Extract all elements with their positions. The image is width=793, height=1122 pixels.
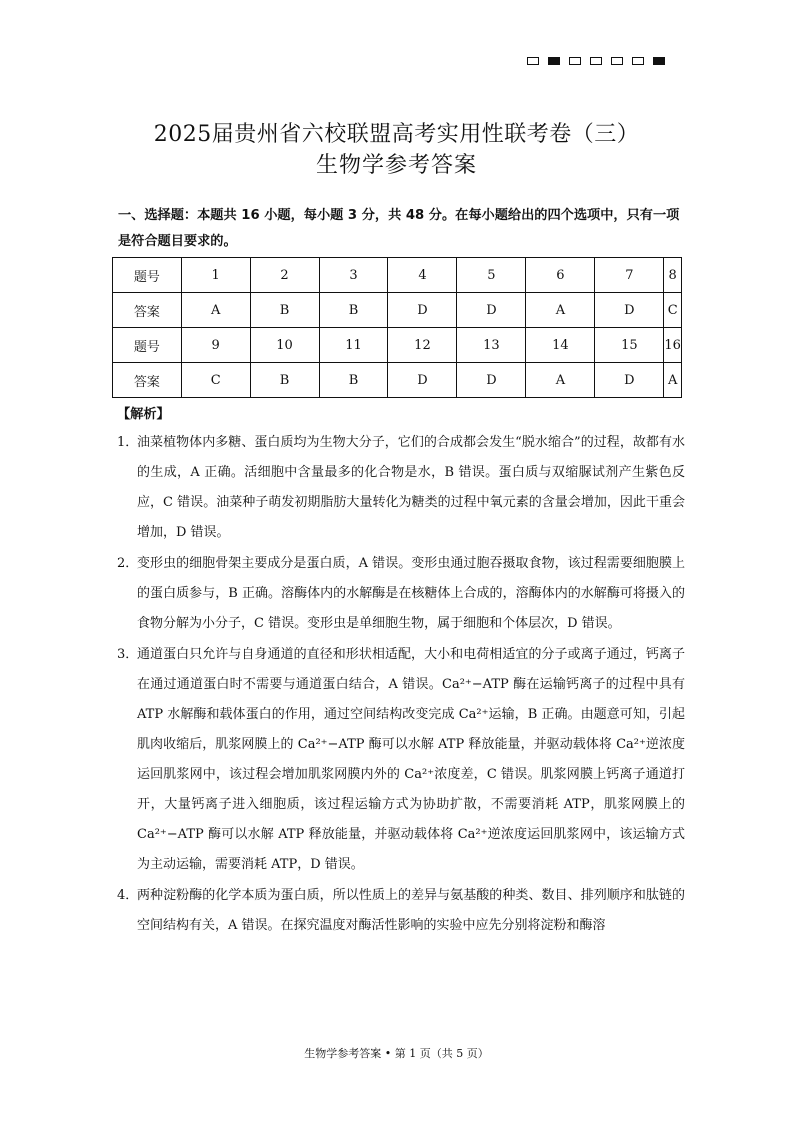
explanation-item	[117, 881, 685, 941]
mark-box	[569, 57, 581, 65]
table-cell: C	[664, 293, 682, 328]
table-cell: 16	[664, 328, 682, 363]
analysis-heading: 【解析】	[117, 407, 170, 422]
table-row	[113, 258, 682, 293]
mark-box	[590, 57, 602, 65]
table-cell: D	[595, 293, 664, 328]
row-label: 题号	[113, 328, 182, 363]
row-label: 答案	[113, 293, 182, 328]
item-number: 1．	[117, 435, 139, 450]
document-title: 2025届贵州省六校联盟高考实用性联考卷（三）	[153, 122, 640, 147]
table-cell: B	[250, 363, 319, 398]
row-label: 答案	[113, 363, 182, 398]
explanation-list	[117, 428, 685, 942]
table-cell: D	[457, 363, 526, 398]
header-marks	[527, 57, 665, 65]
page-footer: 生物学参考答案 • 第 1 页（共 5 页）	[304, 1047, 489, 1060]
table-cell: A	[526, 293, 595, 328]
item-number: 3．	[117, 647, 139, 662]
table-cell: B	[250, 293, 319, 328]
table-cell: 12	[388, 328, 457, 363]
item-text: 通道蛋白只允许与自身通道的直径和形状相适配，大小和电荷相适宜的分子或离子通过，钙离子在通过通道蛋白时不需要与通道蛋白结合，A 错误。Ca²⁺−ATP 酶在运输钙离子的过程中具有 ATP 水解酶和载体蛋白的作用，通过空间结构改变完成 Ca²⁺运输，B 正确。由题意可知，引起肌肉收缩后，肌浆网膜上的 Ca²⁺−ATP 酶可以水解 ATP 释放能量，并驱动载体将 Ca²⁺逆浓度运回肌浆网中，该过程会增加肌浆网膜内外的 Ca²⁺浓度差，C 错误。肌浆网膜上钙离子通道打开，大量钙离子进入细胞质，该过程运输方式为协助扩散，不需要消耗 ATP，肌浆网膜上的 Ca²⁺−ATP 酶可以水解 ATP 释放能量，并驱动载体将 Ca²⁺逆浓度运回肌浆网中，该运输方式为主动运输，需要消耗 ATP，D 错误。	[137, 647, 685, 872]
table-cell: 13	[457, 328, 526, 363]
table-cell: D	[457, 293, 526, 328]
item-text: 油菜植物体内多糖、蛋白质均为生物大分子，它们的合成都会发生“脱水缩合”的过程，故都有水的生成，A 正确。活细胞中含量最多的化合物是水，B 错误。蛋白质与双缩脲试剂产生紫色反应，C 错误。油菜种子萌发初期脂肪大量转化为糖类的过程中氧元素的含量会增加，因此干重会增加，D 错误。	[137, 435, 685, 540]
table-cell: A	[526, 363, 595, 398]
table-cell: D	[388, 293, 457, 328]
table-cell: D	[388, 363, 457, 398]
table-cell: B	[319, 293, 388, 328]
explanation-item	[117, 428, 685, 548]
table-cell: 4	[388, 258, 457, 293]
item-text: 变形虫的细胞骨架主要成分是蛋白质，A 错误。变形虫通过胞吞摄取食物，该过程需要细胞膜上的蛋白质参与，B 正确。溶酶体内的水解酶是在核糖体上合成的，溶酶体内的水解酶可将摄入的食物分解为小分子，C 错误。变形虫是单细胞生物，属于细胞和个体层次，D 错误。	[137, 556, 685, 631]
table-cell: 10	[250, 328, 319, 363]
explanation-item	[117, 640, 685, 880]
table-cell: 5	[457, 258, 526, 293]
table-cell: 3	[319, 258, 388, 293]
row-label: 题号	[113, 258, 182, 293]
mark-box	[527, 57, 539, 65]
table-cell: 2	[250, 258, 319, 293]
table-cell: 15	[595, 328, 664, 363]
table-cell: 14	[526, 328, 595, 363]
table-row	[113, 363, 682, 398]
table-row	[113, 328, 682, 363]
table-cell: A	[181, 293, 250, 328]
mark-box	[632, 57, 644, 65]
table-cell: 7	[595, 258, 664, 293]
item-number: 2．	[117, 556, 139, 571]
section-intro: 一、选择题：本题共 16 小题，每小题 3 分，共 48 分。在每小题给出的四个选项中，只有一项是符合题目要求的。	[118, 208, 680, 249]
mark-box-filled	[548, 57, 560, 65]
table-row	[113, 293, 682, 328]
mark-box-filled	[653, 57, 665, 65]
item-number: 4．	[117, 888, 139, 903]
table-cell: D	[595, 363, 664, 398]
table-cell: 9	[181, 328, 250, 363]
mark-box	[611, 57, 623, 65]
table-cell: A	[664, 363, 682, 398]
table-cell: B	[319, 363, 388, 398]
table-cell: C	[181, 363, 250, 398]
table-cell: 8	[664, 258, 682, 293]
answer-table	[112, 257, 682, 398]
table-cell: 11	[319, 328, 388, 363]
table-cell: 6	[526, 258, 595, 293]
table-cell: 1	[181, 258, 250, 293]
document-subtitle: 生物学参考答案	[315, 153, 477, 178]
explanation-item	[117, 549, 685, 639]
item-text: 两种淀粉酶的化学本质为蛋白质，所以性质上的差异与氨基酸的种类、数目、排列顺序和肽链的空间结构有关，A 错误。在探究温度对酶活性影响的实验中应先分别将淀粉和酶溶	[137, 888, 685, 933]
